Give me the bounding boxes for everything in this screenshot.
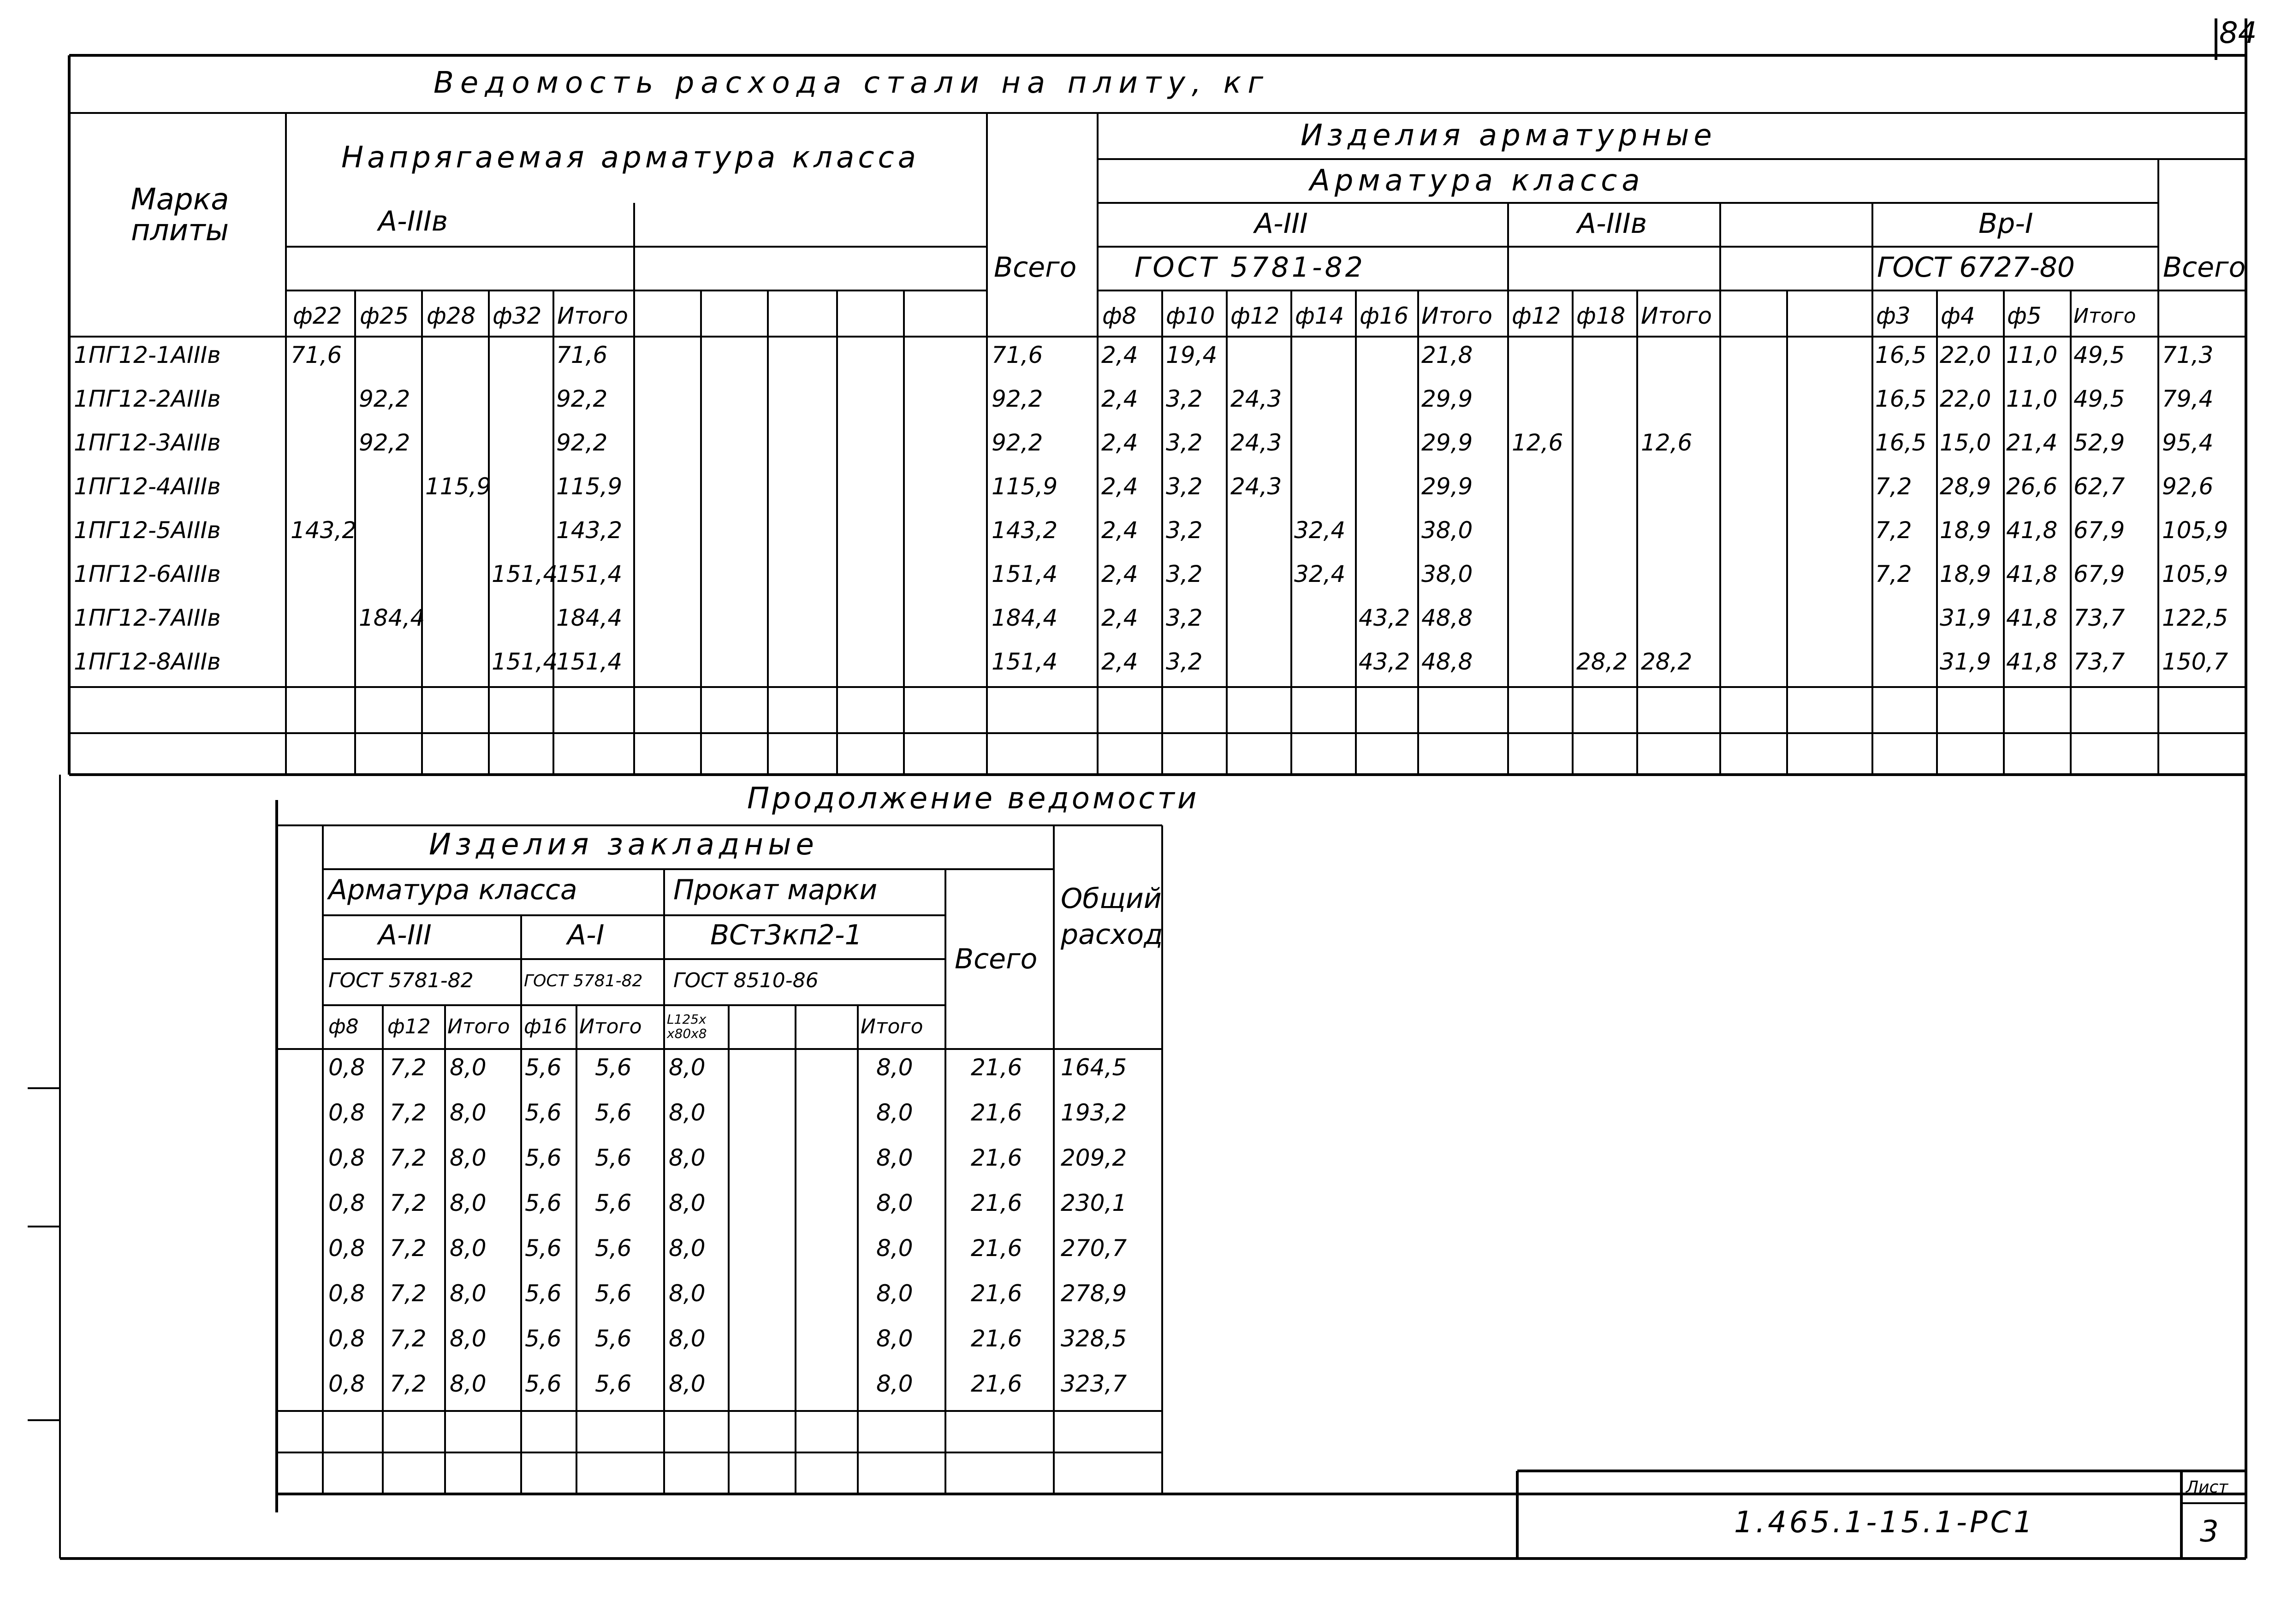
cont-table-cell: 5,6 <box>595 1370 632 1397</box>
table-cell: 41,8 <box>2006 561 2058 587</box>
table-cell: 29,9 <box>1421 429 1473 456</box>
cont-table-cell: 8,0 <box>450 1325 487 1352</box>
sheet-corner-number: 84 <box>2219 16 2257 50</box>
table-cell: 3,2 <box>1166 648 1203 675</box>
cont-armature-class: Арматура класса <box>328 874 577 906</box>
table-cell: 3,2 <box>1166 429 1203 456</box>
col-header: ф5 <box>2007 302 2042 329</box>
cont-table-cell: 8,0 <box>876 1370 913 1397</box>
col-header: ф4 <box>1941 302 1975 329</box>
cont-table-cell: 8,0 <box>450 1235 487 1262</box>
cont-table-cell: 5,6 <box>595 1280 632 1307</box>
cont-table-cell: 8,0 <box>450 1190 487 1216</box>
cont-table-cell: 5,6 <box>595 1054 632 1081</box>
cont-table-cell: 21,6 <box>971 1190 1022 1216</box>
table-cell: 2,4 <box>1101 517 1138 544</box>
cont-table-cell: 8,0 <box>669 1054 706 1081</box>
table-cell: 38,0 <box>1421 561 1473 587</box>
cont-table-cell: 21,6 <box>971 1099 1022 1126</box>
cont-table-cell: 21,6 <box>971 1235 1022 1262</box>
cont-table-cell: 5,6 <box>525 1325 562 1352</box>
cont-col-header: L125x x80x8 <box>667 1012 707 1041</box>
table-cell: 21,4 <box>2006 429 2058 456</box>
table-cell: 49,5 <box>2073 342 2125 368</box>
table-cell: 151,4 <box>992 561 1058 587</box>
cont-table-cell: 8,0 <box>669 1144 706 1171</box>
mark-header: Марка плиты <box>131 183 229 248</box>
document-code: 1.465.1-15.1-РС1 <box>1734 1505 2035 1540</box>
table-cell: 92,2 <box>359 429 410 456</box>
cont-rolled: Прокат марки <box>673 874 878 906</box>
table-cell: 71,6 <box>992 342 1043 368</box>
table-cell: 29,9 <box>1421 473 1473 500</box>
table-cell: 95,4 <box>2162 429 2214 456</box>
cont-table-cell: 7,2 <box>390 1190 427 1216</box>
col-header: Итого <box>557 302 628 329</box>
cont-table-cell: 5,6 <box>525 1144 562 1171</box>
cont-table-cell: 7,2 <box>390 1054 427 1081</box>
table-cell: 16,5 <box>1875 385 1927 412</box>
a3b-class: А-IIIв <box>1577 207 1647 240</box>
cont-table-cell: 21,6 <box>971 1144 1022 1171</box>
sheet-number: 3 <box>2200 1515 2219 1549</box>
table-cell: 12,6 <box>1641 429 1693 456</box>
table-cell: 67,9 <box>2073 517 2125 544</box>
table-cell: 21,8 <box>1421 342 1473 368</box>
cont-table-cell: 8,0 <box>669 1370 706 1397</box>
table-cell: 31,9 <box>1940 648 1991 675</box>
row-mark: 1ПГ12-3АIIIв <box>74 429 221 456</box>
table-cell: 143,2 <box>556 517 623 544</box>
continuation-title: Продолжение ведомости <box>747 782 1200 816</box>
cont-table-cell: 8,0 <box>876 1280 913 1307</box>
row-mark: 1ПГ12-4АIIIв <box>74 473 221 500</box>
table-cell: 2,4 <box>1101 385 1138 412</box>
table-cell: 11,0 <box>2006 342 2058 368</box>
table-cell: 48,8 <box>1421 605 1473 631</box>
vp1-gost: ГОСТ 6727-80 <box>1877 251 2075 284</box>
cont-table-cell: 7,2 <box>390 1325 427 1352</box>
table-cell: 28,2 <box>1641 648 1693 675</box>
cont-table-cell: 8,0 <box>450 1099 487 1126</box>
table-cell: 24,3 <box>1230 473 1282 500</box>
cont-table-cell: 230,1 <box>1061 1190 1127 1216</box>
prestressed-class: А-IIIв <box>378 205 448 237</box>
cont-table-cell: 8,0 <box>876 1325 913 1352</box>
table-cell: 105,9 <box>2162 517 2228 544</box>
cont-table-cell: 5,6 <box>525 1370 562 1397</box>
table-cell: 92,6 <box>2162 473 2214 500</box>
row-mark: 1ПГ12-5АIIIв <box>74 517 221 544</box>
cont-table-cell: 270,7 <box>1061 1235 1127 1262</box>
cont-col-header: Итого <box>861 1015 923 1038</box>
cont-table-cell: 5,6 <box>525 1235 562 1262</box>
cont-table-cell: 8,0 <box>669 1235 706 1262</box>
col-header: ф8 <box>1102 302 1137 329</box>
row-mark: 1ПГ12-1АIIIв <box>74 342 221 368</box>
table-cell: 115,9 <box>425 473 492 500</box>
table-cell: 12,6 <box>1512 429 1563 456</box>
cont-table-cell: 0,8 <box>328 1370 365 1397</box>
table-cell: 122,5 <box>2162 605 2228 631</box>
table-cell: 48,8 <box>1421 648 1473 675</box>
table-cell: 92,2 <box>359 385 410 412</box>
table-cell: 18,9 <box>1940 517 1991 544</box>
cont-table-cell: 7,2 <box>390 1099 427 1126</box>
cont-table-cell: 8,0 <box>876 1099 913 1126</box>
cont-table-cell: 5,6 <box>595 1325 632 1352</box>
table-cell: 71,3 <box>2162 342 2214 368</box>
table-cell: 43,2 <box>1359 605 1410 631</box>
cont-table-cell: 7,2 <box>390 1280 427 1307</box>
table-cell: 7,2 <box>1875 561 1912 587</box>
cont-a3: А-III <box>378 919 432 951</box>
a3-gost: ГОСТ 5781-82 <box>1135 251 1366 284</box>
col-header: ф25 <box>360 302 409 329</box>
table-cell: 22,0 <box>1940 385 1991 412</box>
cont-table-cell: 5,6 <box>525 1190 562 1216</box>
table-cell: 2,4 <box>1101 429 1138 456</box>
table-cell: 62,7 <box>2073 473 2125 500</box>
total-header: Всего <box>994 251 1077 284</box>
table-cell: 105,9 <box>2162 561 2228 587</box>
cont-table-cell: 21,6 <box>971 1054 1022 1081</box>
cont-overall-header: Общий расход <box>1061 883 1163 951</box>
table-cell: 31,9 <box>1940 605 1991 631</box>
cont-table-cell: 21,6 <box>971 1325 1022 1352</box>
cont-table-cell: 8,0 <box>669 1280 706 1307</box>
cont-gost-a1: ГОСТ 5781-82 <box>524 972 643 990</box>
cont-table-cell: 8,0 <box>876 1054 913 1081</box>
table-cell: 28,9 <box>1940 473 1991 500</box>
table-cell: 3,2 <box>1166 561 1203 587</box>
armature-products-header: Изделия арматурные <box>1301 119 1717 153</box>
table-cell: 71,6 <box>556 342 608 368</box>
cont-table-cell: 8,0 <box>450 1370 487 1397</box>
table-cell: 43,2 <box>1359 648 1410 675</box>
cont-table-cell: 7,2 <box>390 1235 427 1262</box>
table-cell: 2,4 <box>1101 605 1138 631</box>
table-cell: 2,4 <box>1101 473 1138 500</box>
col-header: Итого <box>2073 304 2136 328</box>
cont-table-cell: 209,2 <box>1061 1144 1127 1171</box>
table-cell: 24,3 <box>1230 385 1282 412</box>
table-cell: 71,6 <box>291 342 342 368</box>
col-header: ф16 <box>1360 302 1409 329</box>
table-cell: 184,4 <box>992 605 1058 631</box>
cont-table-cell: 5,6 <box>525 1099 562 1126</box>
armature-class-header: Арматура класса <box>1310 164 1645 198</box>
table-cell: 92,2 <box>992 385 1043 412</box>
cont-gost-rolled: ГОСТ 8510-86 <box>673 969 819 992</box>
table-cell: 92,2 <box>992 429 1043 456</box>
cont-col-header: ф16 <box>524 1015 567 1038</box>
cont-table-cell: 323,7 <box>1061 1370 1127 1397</box>
table-cell: 115,9 <box>556 473 623 500</box>
col-header: ф28 <box>427 302 476 329</box>
table-cell: 2,4 <box>1101 648 1138 675</box>
cont-table-cell: 5,6 <box>525 1280 562 1307</box>
col-header: ф3 <box>1876 302 1911 329</box>
table-cell: 49,5 <box>2073 385 2125 412</box>
table-cell: 41,8 <box>2006 648 2058 675</box>
cont-a1: А-I <box>567 919 605 951</box>
table-cell: 16,5 <box>1875 429 1927 456</box>
cont-col-header: ф12 <box>387 1015 431 1038</box>
table-cell: 151,4 <box>556 648 623 675</box>
col-header: ф14 <box>1295 302 1344 329</box>
table-cell: 2,4 <box>1101 342 1138 368</box>
row-mark: 1ПГ12-2АIIIв <box>74 385 221 412</box>
row-mark: 1ПГ12-8АIIIв <box>74 648 221 675</box>
cont-table-cell: 5,6 <box>595 1235 632 1262</box>
table-cell: 151,4 <box>992 648 1058 675</box>
page-title: Ведомость расхода стали на плиту, кг <box>434 66 1270 100</box>
table-cell: 32,4 <box>1294 561 1346 587</box>
table-cell: 150,7 <box>2162 648 2228 675</box>
table-cell: 26,6 <box>2006 473 2058 500</box>
table-cell: 79,4 <box>2162 385 2214 412</box>
cont-table-cell: 278,9 <box>1061 1280 1127 1307</box>
vp1-class: Вр-I <box>1978 207 2033 240</box>
table-cell: 92,2 <box>556 429 608 456</box>
cont-table-cell: 8,0 <box>669 1190 706 1216</box>
table-cell: 67,9 <box>2073 561 2125 587</box>
table-cell: 184,4 <box>359 605 425 631</box>
cont-table-cell: 193,2 <box>1061 1099 1127 1126</box>
cont-table-cell: 0,8 <box>328 1144 365 1171</box>
cont-table-cell: 5,6 <box>595 1144 632 1171</box>
cont-table-cell: 0,8 <box>328 1235 365 1262</box>
table-cell: 22,0 <box>1940 342 1991 368</box>
cont-table-cell: 0,8 <box>328 1054 365 1081</box>
table-cell: 38,0 <box>1421 517 1473 544</box>
table-cell: 115,9 <box>992 473 1058 500</box>
col-header: Итого <box>1421 302 1492 329</box>
cont-table-cell: 164,5 <box>1061 1054 1127 1081</box>
table-cell: 3,2 <box>1166 517 1203 544</box>
table-cell: 11,0 <box>2006 385 2058 412</box>
cont-col-header: Итого <box>579 1015 642 1038</box>
table-cell: 184,4 <box>556 605 623 631</box>
cont-table-cell: 0,8 <box>328 1190 365 1216</box>
cont-steel: ВСт3кп2-1 <box>710 919 862 951</box>
table-cell: 15,0 <box>1940 429 1991 456</box>
table-cell: 16,5 <box>1875 342 1927 368</box>
cont-table-cell: 0,8 <box>328 1099 365 1126</box>
cont-table-cell: 328,5 <box>1061 1325 1127 1352</box>
cont-table-cell: 8,0 <box>669 1325 706 1352</box>
cont-table-cell: 8,0 <box>876 1235 913 1262</box>
cont-table-cell: 7,2 <box>390 1144 427 1171</box>
col-header: Итого <box>1641 302 1712 329</box>
table-cell: 151,4 <box>556 561 623 587</box>
col-header: ф12 <box>1230 302 1280 329</box>
cont-table-cell: 21,6 <box>971 1370 1022 1397</box>
table-cell: 143,2 <box>992 517 1058 544</box>
cont-table-cell: 8,0 <box>669 1099 706 1126</box>
cont-table-cell: 0,8 <box>328 1280 365 1307</box>
table-cell: 41,8 <box>2006 605 2058 631</box>
cont-col-header: Итого <box>447 1015 510 1038</box>
col-header: ф18 <box>1576 302 1626 329</box>
table-cell: 3,2 <box>1166 605 1203 631</box>
cont-table-cell: 7,2 <box>390 1370 427 1397</box>
col-header: ф22 <box>293 302 342 329</box>
a3-class: А-III <box>1254 207 1308 240</box>
cont-table-cell: 0,8 <box>328 1325 365 1352</box>
cont-col-header: ф8 <box>328 1015 359 1038</box>
prestressed-header: Напрягаемая арматура класса <box>341 141 920 175</box>
table-cell: 3,2 <box>1166 473 1203 500</box>
table-cell: 3,2 <box>1166 385 1203 412</box>
cont-table-cell: 8,0 <box>450 1280 487 1307</box>
col-header: ф32 <box>493 302 542 329</box>
table-cell: 73,7 <box>2073 605 2125 631</box>
table-cell: 18,9 <box>1940 561 1991 587</box>
table-cell: 151,4 <box>492 561 558 587</box>
cont-table-cell: 8,0 <box>450 1144 487 1171</box>
cont-table-cell: 21,6 <box>971 1280 1022 1307</box>
col-header: ф12 <box>1512 302 1561 329</box>
cont-table-cell: 5,6 <box>595 1099 632 1126</box>
table-cell: 7,2 <box>1875 473 1912 500</box>
table-cell: 29,9 <box>1421 385 1473 412</box>
table-cell: 2,4 <box>1101 561 1138 587</box>
total2-header: Всего <box>2163 251 2246 284</box>
embedded-header: Изделия закладные <box>429 828 819 862</box>
cont-table-cell: 5,6 <box>525 1054 562 1081</box>
cont-table-cell: 8,0 <box>876 1144 913 1171</box>
table-cell: 143,2 <box>291 517 357 544</box>
table-cell: 52,9 <box>2073 429 2125 456</box>
table-cell: 151,4 <box>492 648 558 675</box>
table-cell: 73,7 <box>2073 648 2125 675</box>
row-mark: 1ПГ12-7АIIIв <box>74 605 221 631</box>
table-cell: 19,4 <box>1166 342 1218 368</box>
table-cell: 41,8 <box>2006 517 2058 544</box>
table-cell: 28,2 <box>1576 648 1628 675</box>
sheet-label: Лист <box>2186 1478 2228 1497</box>
cont-total-header: Всего <box>955 943 1038 975</box>
table-cell: 92,2 <box>556 385 608 412</box>
table-cell: 7,2 <box>1875 517 1912 544</box>
cont-table-cell: 8,0 <box>450 1054 487 1081</box>
table-cell: 32,4 <box>1294 517 1346 544</box>
cont-gost-a3: ГОСТ 5781-82 <box>328 969 474 992</box>
cont-table-cell: 8,0 <box>876 1190 913 1216</box>
table-cell: 24,3 <box>1230 429 1282 456</box>
col-header: ф10 <box>1166 302 1215 329</box>
row-mark: 1ПГ12-6АIIIв <box>74 561 221 587</box>
cont-table-cell: 5,6 <box>595 1190 632 1216</box>
